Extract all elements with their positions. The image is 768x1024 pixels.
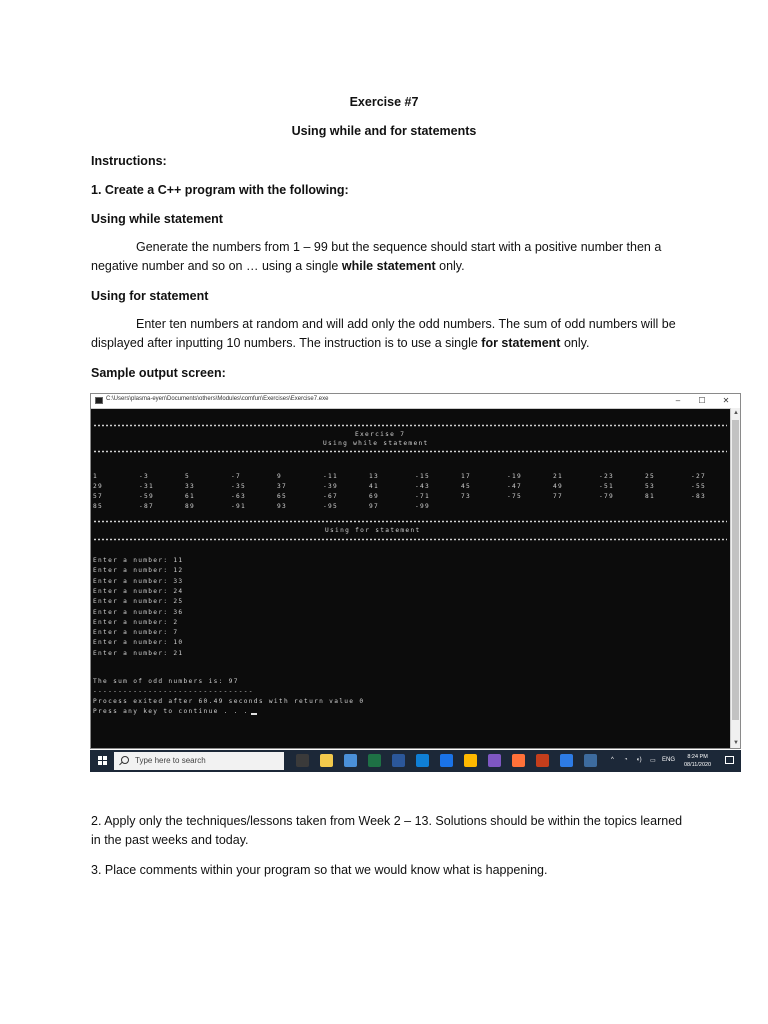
while-output-number: -11 — [323, 473, 339, 480]
console-sum-line: The sum of odd numbers is: 97 — [93, 678, 239, 685]
while-output-number: -15 — [415, 473, 431, 480]
close-button[interactable]: ✕ — [722, 396, 730, 405]
for-text-b: only. — [560, 336, 590, 350]
asterisk-divider — [93, 424, 727, 427]
console-press-line — [93, 708, 257, 715]
console-dashes: -------------------------------- — [93, 688, 254, 695]
while-output-number: 85 — [93, 503, 104, 510]
while-output-number: 33 — [185, 483, 196, 490]
powerpoint-icon[interactable] — [536, 754, 549, 767]
for-text-bold: for statement — [481, 336, 561, 350]
clock-date: 08/11/2020 — [684, 762, 712, 768]
while-output-number: -43 — [415, 483, 431, 490]
while-output-number: 93 — [277, 503, 288, 510]
while-output-number: 81 — [645, 493, 656, 500]
firefox-icon[interactable] — [512, 754, 525, 767]
console-app-icon — [95, 397, 103, 404]
edge-icon[interactable] — [416, 754, 429, 767]
exercise-subtitle: Using while and for statements — [291, 124, 477, 138]
file-explorer-icon[interactable] — [344, 754, 357, 767]
console-input-line: Enter a number: 21 — [93, 649, 184, 657]
asterisk-divider — [93, 450, 727, 453]
while-output-number: -39 — [323, 483, 339, 490]
while-output-number: -7 — [231, 473, 242, 480]
while-output-number: -47 — [507, 483, 523, 490]
console-scrollbar[interactable] — [730, 408, 740, 748]
exercise-title: Exercise #7 — [349, 95, 419, 109]
tray-chevron-icon[interactable]: ^ — [611, 757, 614, 763]
while-output-number: 57 — [93, 493, 104, 500]
instruction-item-2: 2. Apply only the techniques/lessons taken from Week 2 – 13. Solutions should be within the topics learned in the past weeks and today. — [91, 814, 683, 847]
while-output-number: -83 — [691, 493, 707, 500]
console-input-line: Enter a number: 24 — [93, 587, 184, 595]
app-icon[interactable] — [560, 754, 573, 767]
while-output-number: 37 — [277, 483, 288, 490]
while-output-number: -71 — [415, 493, 431, 500]
instruction-item-3: 3. Place comments within your program so that we would know what is happening. — [91, 863, 548, 877]
while-output-number: 13 — [369, 473, 380, 480]
while-output-number: -99 — [415, 503, 431, 510]
while-output-number: -27 — [691, 473, 707, 480]
console-header-line1: Exercise 7 — [355, 431, 406, 438]
scrollbar-thumb[interactable] — [732, 420, 739, 720]
console-input-line: Enter a number: 7 — [93, 629, 179, 637]
scroll-down-arrow-icon[interactable]: ▼ — [733, 740, 739, 746]
while-output-number: -55 — [691, 483, 707, 490]
asterisk-divider — [93, 538, 727, 541]
while-output-number: 69 — [369, 493, 380, 500]
while-output-number: 53 — [645, 483, 656, 490]
while-output-number: 73 — [461, 493, 472, 500]
while-output-number: -91 — [231, 503, 247, 510]
while-output-number: 9 — [277, 473, 283, 480]
sticky-notes-icon[interactable] — [464, 754, 477, 767]
while-output-number: 25 — [645, 473, 656, 480]
text-cursor — [251, 713, 257, 715]
store-icon[interactable] — [320, 754, 333, 767]
taskbar-search-box[interactable] — [114, 752, 284, 770]
mail-icon[interactable] — [440, 754, 453, 767]
while-output-row — [93, 503, 727, 511]
while-output-number: 97 — [369, 503, 380, 510]
while-output-number: 17 — [461, 473, 472, 480]
scroll-up-arrow-icon[interactable]: ▲ — [733, 410, 739, 416]
console-input-line: Enter a number: 10 — [93, 639, 184, 647]
search-placeholder: Type here to search — [135, 756, 206, 765]
console-output — [93, 410, 730, 748]
while-output-number: -67 — [323, 493, 339, 500]
task-view-icon[interactable] — [296, 754, 309, 767]
sample-output-heading: Sample output screen: — [91, 366, 226, 380]
maximize-button[interactable]: ☐ — [698, 396, 706, 405]
while-heading: Using while statement — [91, 212, 223, 226]
while-output-number: 89 — [185, 503, 196, 510]
search-icon — [121, 756, 129, 764]
while-output-number: 21 — [553, 473, 564, 480]
while-output-row — [93, 473, 727, 481]
while-output-number: -3 — [139, 473, 150, 480]
word-icon[interactable] — [392, 754, 405, 767]
console-input-line: Enter a number: 33 — [93, 577, 184, 585]
console-header-line2: Using while statement — [323, 440, 429, 447]
onenote-icon[interactable] — [488, 754, 501, 767]
while-output-row — [93, 483, 727, 491]
excel-icon[interactable] — [368, 754, 381, 767]
console-window — [90, 393, 741, 749]
while-output-number: 29 — [93, 483, 104, 490]
console-process-line: Process exited after 60.49 seconds with return value 0 — [93, 698, 365, 705]
window-titlebar — [91, 394, 740, 409]
console-input-line: Enter a number: 12 — [93, 567, 184, 575]
while-output-number: -95 — [323, 503, 339, 510]
while-output-number: 49 — [553, 483, 564, 490]
for-text-a: Enter ten numbers at random and will add only the odd numbers. The sum of odd numbers will be displayed after inputting 10 numbers. The instruction is to use a single — [91, 317, 676, 350]
minimize-button[interactable]: – — [675, 396, 681, 405]
windows-taskbar — [90, 750, 741, 772]
asterisk-divider — [93, 520, 727, 523]
while-text-b: only. — [435, 259, 465, 273]
tray-battery-icon[interactable]: ▭ — [650, 758, 656, 764]
taskbar-clock[interactable] — [684, 753, 711, 769]
while-output-number: -75 — [507, 493, 523, 500]
while-paragraph — [91, 238, 691, 276]
while-output-number: -51 — [599, 483, 615, 490]
windows-start-icon[interactable] — [98, 756, 108, 766]
while-output-number: -59 — [139, 493, 155, 500]
while-text-a: Generate the numbers from 1 – 99 but the sequence should start with a positive number then a negative number and so on … using a single — [91, 240, 662, 273]
console-taskbar-icon[interactable] — [584, 754, 597, 767]
while-output-number: -35 — [231, 483, 247, 490]
while-output-number: -79 — [599, 493, 615, 500]
while-output-number: 5 — [185, 473, 191, 480]
tray-network-icon[interactable]: ◔ — [624, 757, 628, 763]
console-for-header: Using for statement — [325, 527, 421, 534]
while-output-number: -31 — [139, 483, 155, 490]
while-output-number: -87 — [139, 503, 155, 510]
console-input-line: Enter a number: 36 — [93, 608, 184, 616]
notification-icon[interactable] — [725, 756, 734, 764]
while-output-number: 1 — [93, 473, 99, 480]
console-input-line: Enter a number: 25 — [93, 598, 184, 606]
while-output-number: 61 — [185, 493, 196, 500]
while-output-number: 45 — [461, 483, 472, 490]
while-output-number: 41 — [369, 483, 380, 490]
while-output-number: -19 — [507, 473, 523, 480]
while-output-number: 77 — [553, 493, 564, 500]
window-title: C:\Users\plasma-eyen\Documents\others\Modules\comfun\Exercises\Exercise7.exe — [106, 396, 329, 402]
tray-language[interactable]: ENG — [662, 757, 676, 763]
for-heading: Using for statement — [91, 289, 209, 303]
while-text-bold: while statement — [341, 259, 436, 273]
while-output-row — [93, 493, 727, 501]
console-input-line: Enter a number: 11 — [93, 557, 184, 564]
while-output-number: -63 — [231, 493, 247, 500]
clock-time: 8:24 PM — [687, 754, 708, 760]
instruction-item-1: 1. Create a C++ program with the following: — [91, 183, 349, 197]
for-paragraph — [91, 315, 691, 353]
instructions-heading: Instructions: — [91, 154, 167, 168]
while-output-number: -23 — [599, 473, 615, 480]
console-input-line: Enter a number: 2 — [93, 618, 179, 626]
while-output-number: 65 — [277, 493, 288, 500]
press-text: Press any key to continue . . . — [93, 708, 249, 715]
tray-volume-icon[interactable]: ◖) — [636, 757, 642, 763]
